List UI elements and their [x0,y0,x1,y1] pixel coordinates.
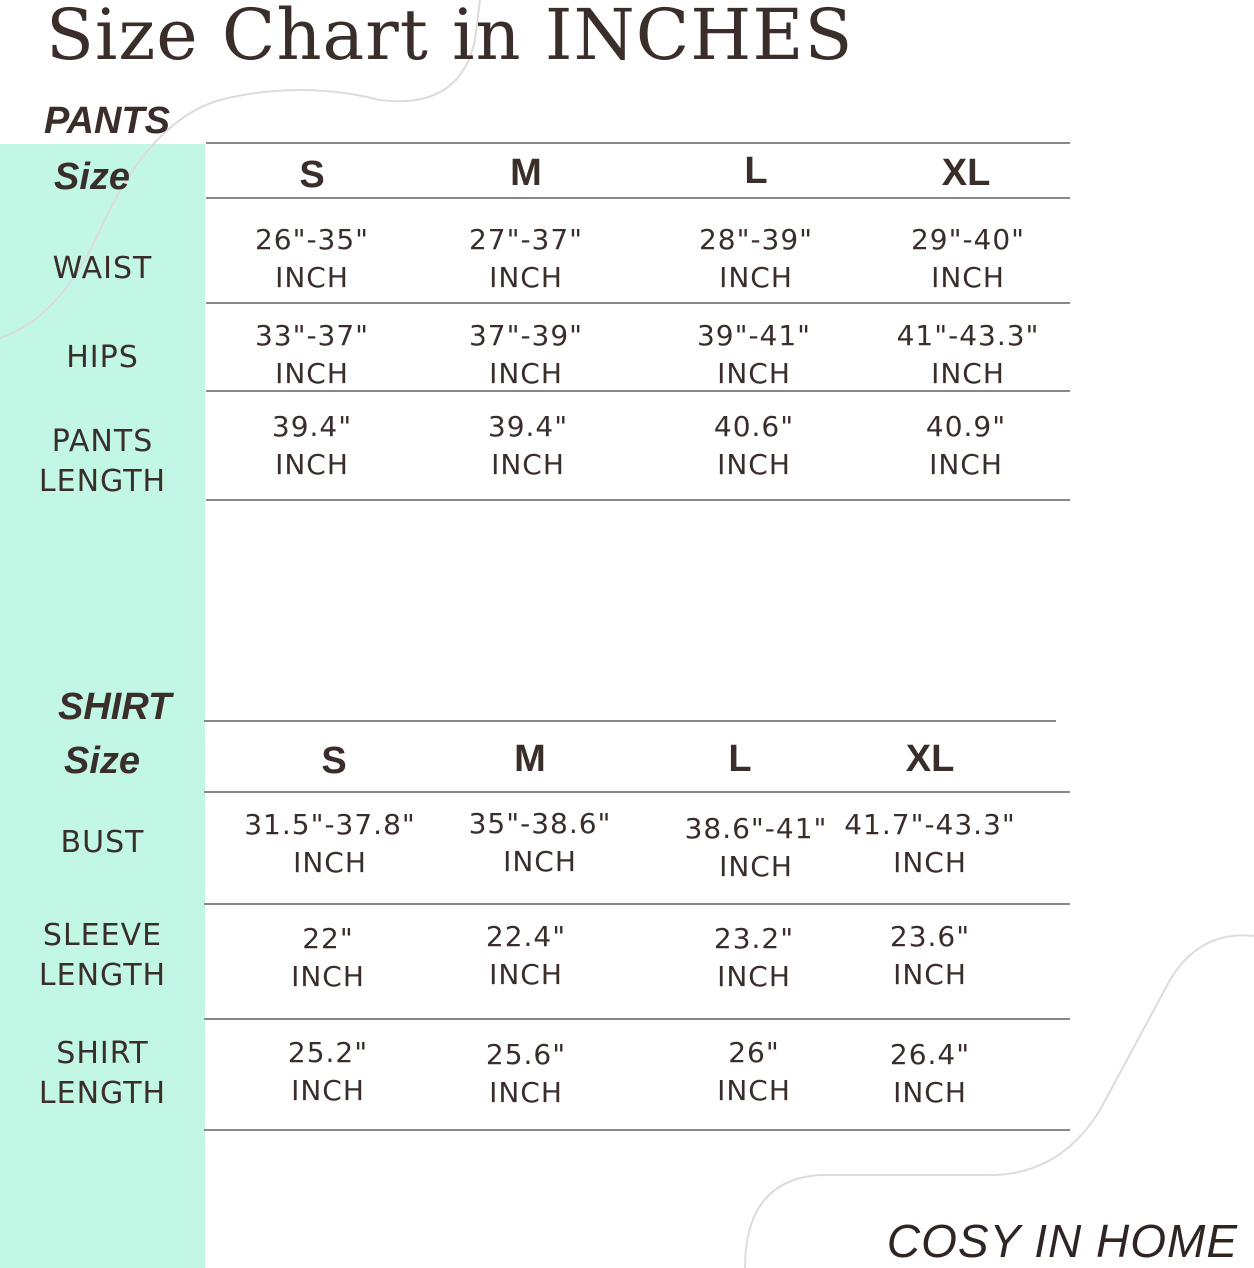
shirt-rule-row-2 [204,1018,1070,1020]
pants-cell: 39.4" INCH [487,410,569,481]
pants-cell: 28"-39" INCH [698,223,814,294]
shirt-section-title: SHIRT [58,686,172,728]
shirt-cell: 41.7"-43.3" INCH [844,808,1016,879]
pants-col-head-xl: XL [941,152,991,194]
pants-col-head-m: M [510,152,542,194]
pants-cell: 40.9" INCH [925,410,1007,481]
shirt-cell: 26" INCH [717,1036,791,1107]
shirt-cell: 22" INCH [291,922,365,993]
pants-cell: 27"-37" INCH [468,223,584,294]
shirt-cell: 38.6"-41" INCH [684,812,828,883]
pants-size-label: Size [54,156,131,198]
shirt-size-label: Size [64,740,141,782]
shirt-cell: 25.2" INCH [287,1036,369,1107]
page-title: Size Chart in INCHES [46,0,854,76]
shirt-rule-header [204,791,1070,793]
brand-name: COSY IN HOME [886,1215,1238,1267]
shirt-cell: 26.4" INCH [889,1038,971,1109]
pants-row-label-waist: WAIST [52,251,153,286]
pants-cell: 41"-43.3" INCH [896,319,1040,390]
pants-cell: 40.6" INCH [713,410,795,481]
pants-cell: 33"-37" INCH [254,319,370,390]
pants-col-head-s: S [299,154,325,196]
shirt-cell: 22.4" INCH [485,920,567,991]
pants-section-title: PANTS [44,100,170,142]
pants-row-label-pants-length: PANTS LENGTH [38,424,167,499]
pants-cell: 29"-40" INCH [910,223,1026,294]
shirt-col-head-s: S [321,740,347,782]
shirt-row-label-shirt-length: SHIRT LENGTH [38,1036,167,1111]
shirt-col-head-xl: XL [905,738,955,780]
shirt-cell: 23.6" INCH [889,920,971,991]
shirt-row-label-sleeve-length: SLEEVE LENGTH [38,918,167,993]
shirt-cell: 31.5"-37.8" INCH [244,808,416,879]
pants-cell: 26"-35" INCH [254,223,370,294]
pants-rule-bottom [206,499,1070,501]
pants-cell: 39.4" INCH [271,410,353,481]
shirt-row-label-bust: BUST [60,825,145,860]
shirt-cell: 23.2" INCH [713,922,795,993]
shirt-rule-top [204,720,1056,722]
pants-row-label-hips: HIPS [66,340,139,375]
pants-cell: 39"-41" INCH [696,319,812,390]
pants-rule-row-1 [206,302,1070,304]
shirt-cell: 25.6" INCH [485,1038,567,1109]
pants-cell: 37"-39" INCH [468,319,584,390]
shirt-rule-bottom [204,1129,1070,1131]
pants-col-head-l: L [744,150,768,192]
shirt-cell: 35"-38.6" INCH [468,807,612,878]
pants-rule-top [206,142,1070,144]
shirt-col-head-m: M [514,738,546,780]
shirt-rule-row-1 [204,903,1070,905]
pants-rule-header [206,197,1070,199]
shirt-col-head-l: L [728,738,752,780]
